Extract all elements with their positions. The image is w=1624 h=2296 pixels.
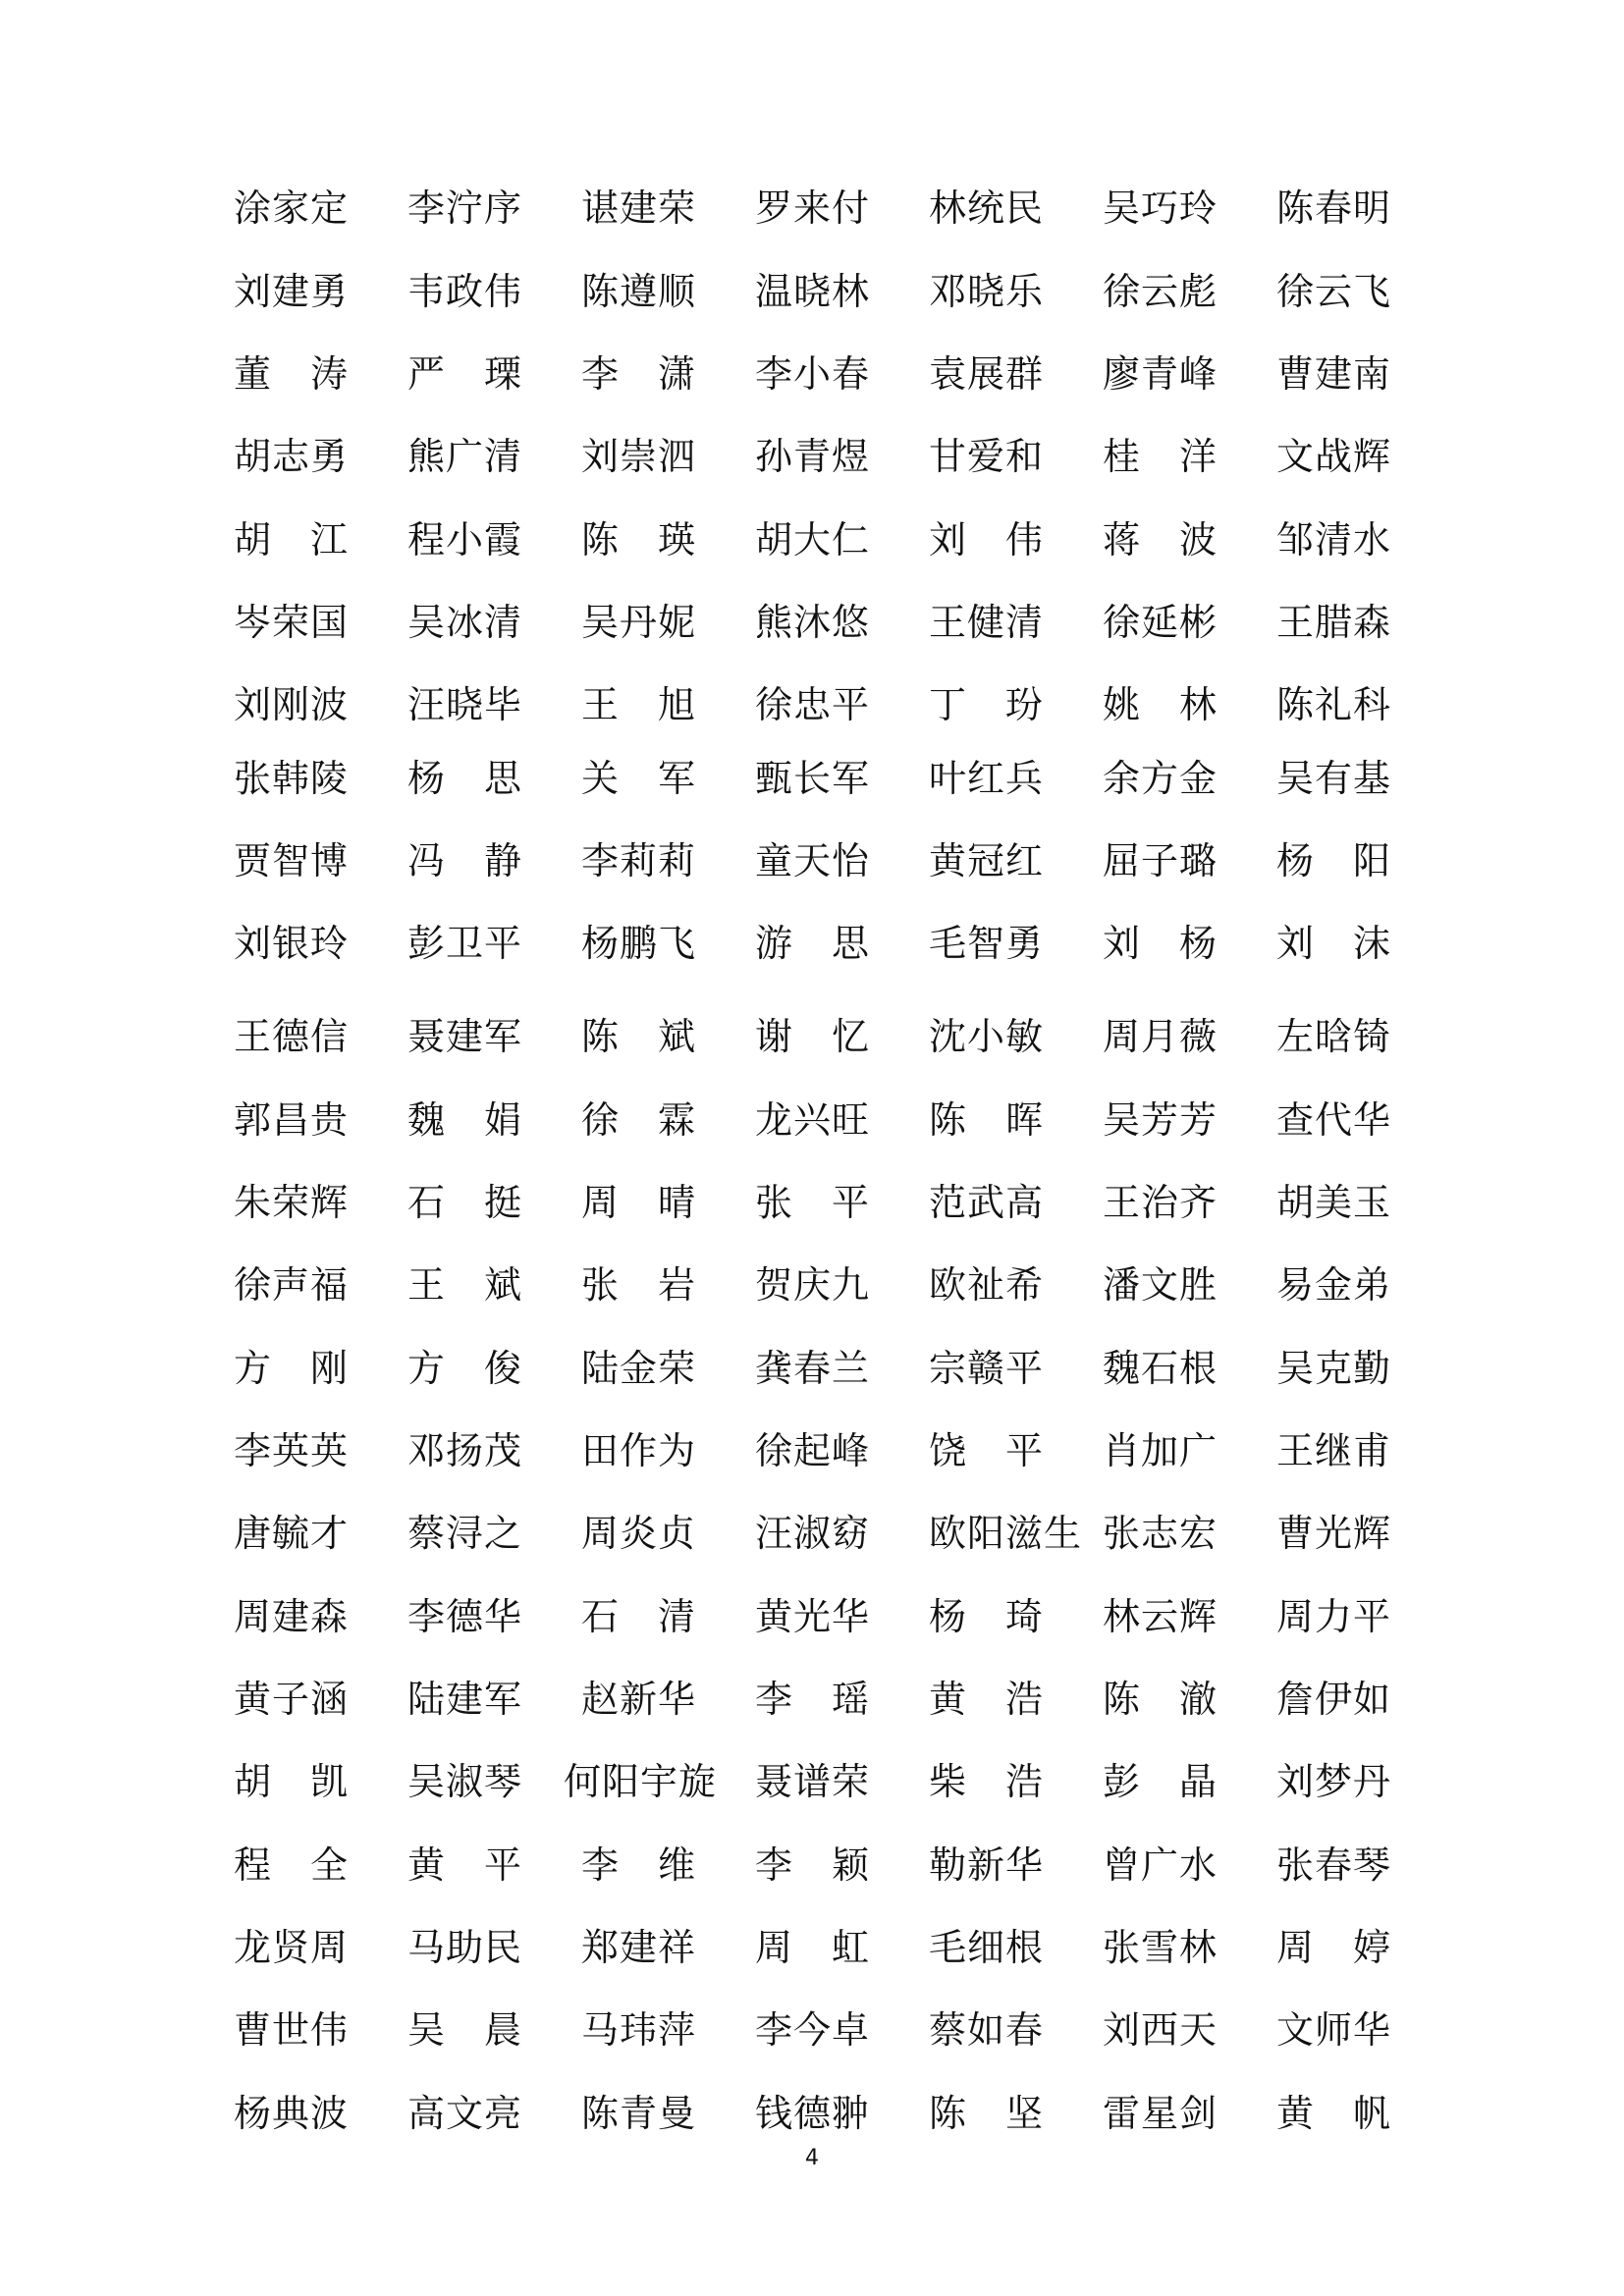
name-entry: 徐声福 [234, 1263, 350, 1307]
name-entry: 冯 静 [407, 839, 523, 882]
name-entry: 彭卫平 [407, 922, 523, 965]
name-entry: 吴有基 [1276, 757, 1392, 800]
name-entry: 张 岩 [581, 1263, 697, 1307]
name-entry: 王治齐 [1103, 1181, 1218, 1224]
name-entry: 陈 坚 [929, 2092, 1045, 2135]
name-entry: 陈 斌 [581, 1015, 697, 1058]
name-entry: 刘梦丹 [1276, 1760, 1392, 1803]
name-entry: 蔡如春 [929, 2008, 1045, 2052]
name-entry: 罗来付 [755, 187, 871, 230]
name-entry: 丁 玢 [929, 683, 1045, 726]
name-row [0, 909, 1624, 978]
name-entry: 欧祉希 [929, 1263, 1045, 1307]
name-entry: 周 虹 [755, 1926, 871, 1969]
name-entry: 廖青峰 [1103, 352, 1218, 396]
name-row [0, 1831, 1624, 1899]
name-entry: 杨鹏飞 [581, 922, 697, 965]
name-row [0, 422, 1624, 491]
name-entry: 刘建勇 [234, 270, 350, 313]
name-entry: 吴克勤 [1276, 1347, 1392, 1390]
name-entry: 龙兴旺 [755, 1098, 871, 1142]
name-entry: 陈 晖 [929, 1098, 1045, 1142]
name-entry: 王腊森 [1276, 601, 1392, 644]
name-entry: 龙贤周 [234, 1926, 350, 1969]
name-entry: 胡美玉 [1276, 1181, 1392, 1224]
name-entry: 周 晴 [581, 1181, 697, 1224]
name-row [0, 1086, 1624, 1154]
name-entry: 李英英 [234, 1429, 350, 1472]
name-entry: 邓晓乐 [929, 270, 1045, 313]
name-entry: 张志宏 [1103, 1512, 1218, 1555]
name-entry: 杨典波 [234, 2092, 350, 2135]
name-entry: 关 军 [581, 757, 697, 800]
name-entry: 徐 霖 [581, 1098, 697, 1142]
name-row [0, 588, 1624, 657]
name-entry: 潘文胜 [1103, 1263, 1218, 1307]
name-entry: 熊沐悠 [755, 601, 871, 644]
name-entry: 文战辉 [1276, 435, 1392, 478]
name-entry: 周月薇 [1103, 1015, 1218, 1058]
name-entry: 周炎贞 [581, 1512, 697, 1555]
name-entry: 陈礼科 [1276, 683, 1392, 726]
name-entry: 胡 凯 [234, 1760, 350, 1803]
name-row [0, 2079, 1624, 2148]
name-entry: 毛细根 [929, 1926, 1045, 1969]
name-entry: 董 涛 [234, 352, 350, 396]
name-entry: 黄 浩 [929, 1678, 1045, 1721]
name-entry: 宗赣平 [929, 1347, 1045, 1390]
name-entry: 甄长军 [755, 757, 871, 800]
name-entry: 邓扬茂 [407, 1429, 523, 1472]
name-entry: 周力平 [1276, 1595, 1392, 1638]
name-row [0, 1996, 1624, 2064]
name-entry: 刘 沫 [1276, 922, 1392, 965]
name-entry: 龚春兰 [755, 1347, 871, 1390]
name-entry: 石 清 [581, 1595, 697, 1638]
name-entry: 石 挺 [407, 1181, 523, 1224]
name-entry: 刘 伟 [929, 518, 1045, 561]
name-entry: 刘银玲 [234, 922, 350, 965]
name-entry: 徐起峰 [755, 1429, 871, 1472]
name-entry: 周 婷 [1276, 1926, 1392, 1969]
name-entry: 左晗锜 [1276, 1015, 1392, 1058]
name-entry: 刘 杨 [1103, 922, 1218, 965]
name-entry: 郑建祥 [581, 1926, 697, 1969]
name-row [0, 257, 1624, 326]
name-entry: 邹清水 [1276, 518, 1392, 561]
name-entry: 王继甫 [1276, 1429, 1392, 1472]
name-entry: 贺庆九 [755, 1263, 871, 1307]
name-entry: 勒新华 [929, 1843, 1045, 1887]
name-entry: 陈春明 [1276, 187, 1392, 230]
name-entry: 杨 琦 [929, 1595, 1045, 1638]
name-entry: 李小春 [755, 352, 871, 396]
name-entry: 王 斌 [407, 1263, 523, 1307]
name-entry: 程小霞 [407, 518, 523, 561]
name-entry: 马玮萍 [581, 2008, 697, 2052]
name-row [0, 827, 1624, 895]
name-entry: 黄 帆 [1276, 2092, 1392, 2135]
name-entry: 高文亮 [407, 2092, 523, 2135]
name-row [0, 1168, 1624, 1237]
name-row [0, 1002, 1624, 1071]
name-entry: 唐毓才 [234, 1512, 350, 1555]
name-entry: 杨 阳 [1276, 839, 1392, 882]
name-entry: 林云辉 [1103, 1595, 1218, 1638]
name-row [0, 1251, 1624, 1319]
name-entry: 胡 江 [234, 518, 350, 561]
name-entry: 汪淑窈 [755, 1512, 871, 1555]
name-entry: 童天怡 [755, 839, 871, 882]
page-number: 4 [805, 2146, 819, 2170]
name-entry: 吴巧玲 [1103, 187, 1218, 230]
name-entry: 黄子涵 [234, 1678, 350, 1721]
name-entry: 蒋 波 [1103, 518, 1218, 561]
name-entry: 甘爱和 [929, 435, 1045, 478]
name-entry: 文师华 [1276, 2008, 1392, 2052]
name-entry: 李泞序 [407, 187, 523, 230]
name-entry: 沈小敏 [929, 1015, 1045, 1058]
name-entry: 岑荣国 [234, 601, 350, 644]
name-entry: 吴淑琴 [407, 1760, 523, 1803]
name-row [0, 1582, 1624, 1651]
name-entry: 肖加广 [1103, 1429, 1218, 1472]
name-entry: 李 潇 [581, 352, 697, 396]
name-entry: 桂 洋 [1103, 435, 1218, 478]
name-entry: 张雪林 [1103, 1926, 1218, 1969]
name-entry: 朱荣辉 [234, 1181, 350, 1224]
name-entry: 聂建军 [407, 1015, 523, 1058]
name-entry: 曹光辉 [1276, 1512, 1392, 1555]
name-entry: 吴 晨 [407, 2008, 523, 2052]
name-entry: 陈遵顺 [581, 270, 697, 313]
name-entry: 王健清 [929, 601, 1045, 644]
name-entry: 温晓林 [755, 270, 871, 313]
name-entry: 王德信 [234, 1015, 350, 1058]
name-entry: 孙青煜 [755, 435, 871, 478]
name-entry: 涂家定 [234, 187, 350, 230]
name-row [0, 174, 1624, 242]
name-entry: 赵新华 [581, 1678, 697, 1721]
name-entry: 蔡浔之 [407, 1512, 523, 1555]
name-entry: 李德华 [407, 1595, 523, 1638]
name-entry: 李 维 [581, 1843, 697, 1887]
name-entry: 李莉莉 [581, 839, 697, 882]
name-entry: 方 刚 [234, 1347, 350, 1390]
name-row [0, 1499, 1624, 1568]
name-row [0, 744, 1624, 813]
name-entry: 田作为 [581, 1429, 697, 1472]
name-entry: 李 颖 [755, 1843, 871, 1887]
name-entry: 徐延彬 [1103, 601, 1218, 644]
name-entry: 黄 平 [407, 1843, 523, 1887]
name-entry: 屈子璐 [1103, 839, 1218, 882]
name-entry: 韦政伟 [407, 270, 523, 313]
name-entry: 查代华 [1276, 1098, 1392, 1142]
name-entry: 彭 晶 [1103, 1760, 1218, 1803]
name-entry: 汪晓毕 [407, 683, 523, 726]
name-entry: 曹世伟 [234, 2008, 350, 2052]
name-entry: 张韩陵 [234, 757, 350, 800]
name-entry: 吴冰清 [407, 601, 523, 644]
name-entry: 叶红兵 [929, 757, 1045, 800]
name-entry: 陆金荣 [581, 1347, 697, 1390]
name-entry: 雷星剑 [1103, 2092, 1218, 2135]
name-entry: 陆建军 [407, 1678, 523, 1721]
name-entry: 张 平 [755, 1181, 871, 1224]
name-entry: 陈青曼 [581, 2092, 697, 2135]
name-entry: 饶 平 [929, 1429, 1045, 1472]
name-entry: 谢 忆 [755, 1015, 871, 1058]
name-row [0, 340, 1624, 408]
name-entry: 贾智博 [234, 839, 350, 882]
name-entry: 毛智勇 [929, 922, 1045, 965]
name-entry: 胡志勇 [234, 435, 350, 478]
name-entry: 曾广水 [1103, 1843, 1218, 1887]
name-row [0, 1913, 1624, 1982]
name-row [0, 1665, 1624, 1734]
name-entry: 李 瑶 [755, 1678, 871, 1721]
name-entry: 曹建南 [1276, 352, 1392, 396]
name-entry: 聂谱荣 [755, 1760, 871, 1803]
name-entry: 程 全 [234, 1843, 350, 1887]
name-entry: 徐云彪 [1103, 270, 1218, 313]
name-entry: 刘西天 [1103, 2008, 1218, 2052]
name-entry: 易金弟 [1276, 1263, 1392, 1307]
name-row [0, 506, 1624, 574]
name-entry: 陈 瑛 [581, 518, 697, 561]
name-entry: 吴丹妮 [581, 601, 697, 644]
name-entry: 刘崇泗 [581, 435, 697, 478]
name-entry: 徐忠平 [755, 683, 871, 726]
name-entry: 魏石根 [1103, 1347, 1218, 1390]
name-entry: 马助民 [407, 1926, 523, 1969]
name-entry: 方 俊 [407, 1347, 523, 1390]
name-entry: 熊广清 [407, 435, 523, 478]
name-entry: 范武高 [929, 1181, 1045, 1224]
name-entry: 欧阳滋生 [929, 1512, 1083, 1555]
name-entry: 柴 浩 [929, 1760, 1045, 1803]
name-entry: 姚 林 [1103, 683, 1218, 726]
name-entry: 郭昌贵 [234, 1098, 350, 1142]
name-entry: 严 瑮 [407, 352, 523, 396]
name-entry: 何阳宇旋 [564, 1760, 718, 1803]
name-entry: 谌建荣 [581, 187, 697, 230]
name-entry: 魏 娟 [407, 1098, 523, 1142]
name-row [0, 670, 1624, 739]
name-row [0, 1747, 1624, 1816]
name-row [0, 1334, 1624, 1403]
name-entry: 詹伊如 [1276, 1678, 1392, 1721]
name-entry: 陈 澈 [1103, 1678, 1218, 1721]
name-entry: 张春琴 [1276, 1843, 1392, 1887]
name-entry: 胡大仁 [755, 518, 871, 561]
name-entry: 吴芳芳 [1103, 1098, 1218, 1142]
name-entry: 周建森 [234, 1595, 350, 1638]
name-row [0, 1416, 1624, 1485]
name-entry: 游 思 [755, 922, 871, 965]
name-entry: 余方金 [1103, 757, 1218, 800]
name-entry: 王 旭 [581, 683, 697, 726]
name-entry: 刘刚波 [234, 683, 350, 726]
name-entry: 林统民 [929, 187, 1045, 230]
name-entry: 杨 思 [407, 757, 523, 800]
name-entry: 李今卓 [755, 2008, 871, 2052]
name-entry: 黄光华 [755, 1595, 871, 1638]
name-entry: 袁展群 [929, 352, 1045, 396]
name-entry: 黄冠红 [929, 839, 1045, 882]
name-entry: 钱德翀 [755, 2092, 871, 2135]
name-entry: 徐云飞 [1276, 270, 1392, 313]
